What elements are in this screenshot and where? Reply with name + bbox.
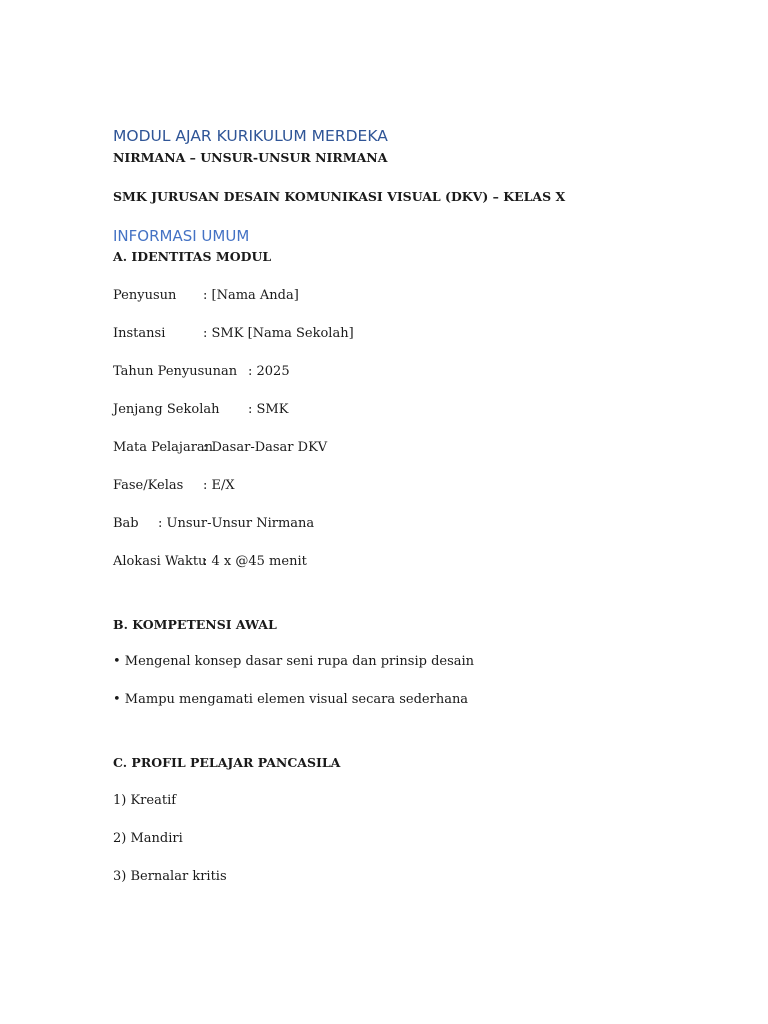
- heading-kompetensi-awal: B. KOMPETENSI AWAL: [113, 617, 277, 632]
- document-title: MODUL AJAR KURIKULUM MERDEKA: [113, 127, 388, 145]
- field-label: Alokasi Waktu: [113, 554, 207, 569]
- field-value: : 2025: [248, 364, 290, 379]
- field-value: : SMK [Nama Sekolah]: [203, 326, 354, 341]
- list-item: 2) Mandiri: [113, 831, 183, 846]
- heading-identitas-modul: A. IDENTITAS MODUL: [113, 249, 272, 264]
- field-label: Mata Pelajaran: [113, 440, 214, 455]
- list-item: • Mengenal konsep dasar seni rupa dan prinsip desain: [113, 654, 475, 669]
- field-value: : SMK: [248, 402, 289, 417]
- field-value: : E/X: [203, 478, 235, 493]
- list-item: 3) Bernalar kritis: [113, 869, 227, 884]
- school-line: SMK JURUSAN DESAIN KOMUNIKASI VISUAL (DKV) – KELAS X: [113, 189, 566, 204]
- field-label: Instansi: [113, 326, 166, 341]
- list-item: 1) Kreatif: [113, 793, 177, 808]
- field-value: : Unsur-Unsur Nirmana: [158, 516, 315, 531]
- field-label: Tahun Penyusunan: [113, 364, 238, 379]
- heading-profil-pelajar-pancasila: C. PROFIL PELAJAR PANCASILA: [113, 755, 341, 770]
- field-label: Bab: [113, 516, 139, 531]
- section-heading-informasi-umum: INFORMASI UMUM: [113, 227, 250, 245]
- field-value: : [Nama Anda]: [203, 288, 299, 303]
- field-value: : Dasar-Dasar DKV: [203, 440, 328, 455]
- field-label: Fase/Kelas: [113, 478, 184, 493]
- list-item: • Mampu mengamati elemen visual secara sederhana: [113, 692, 469, 707]
- document-subtitle: NIRMANA – UNSUR-UNSUR NIRMANA: [113, 150, 388, 165]
- field-label: Penyusun: [113, 288, 177, 303]
- field-label: Jenjang Sekolah: [113, 402, 220, 417]
- field-value: : 4 x @45 menit: [203, 554, 307, 569]
